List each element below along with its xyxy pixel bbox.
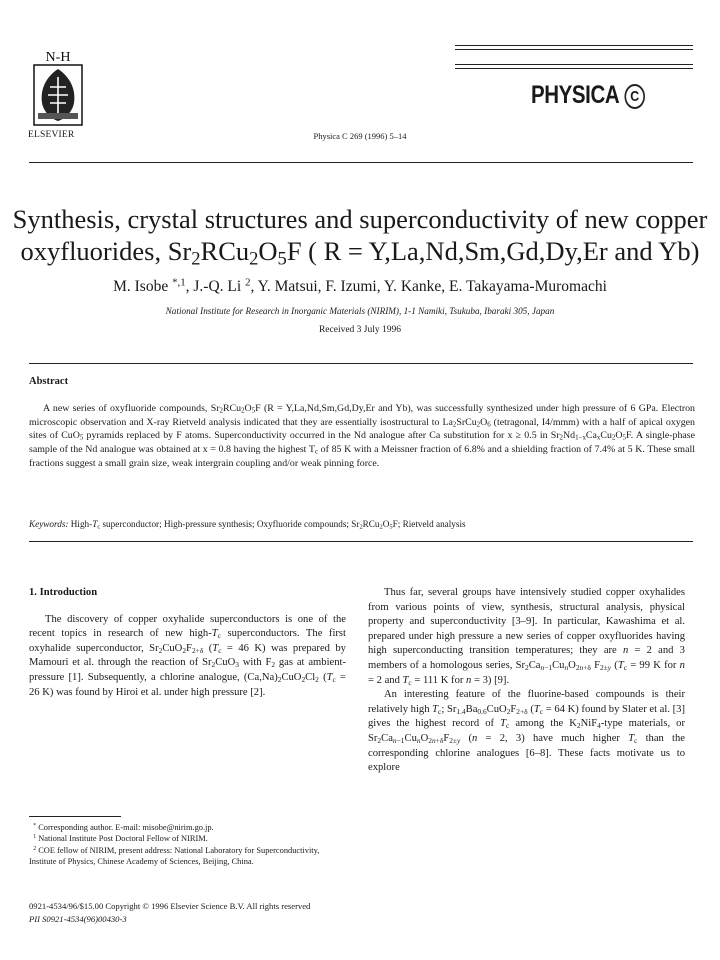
keywords-label: Keywords: — [29, 519, 69, 529]
title-line-1: Synthesis, crystal structures and superconductivity of new copper — [12, 204, 708, 234]
title-line-2: oxyfluorides, $Sr_2RCu_2O_5F$ ( R = Y,La,Nd,Sm,Gd,Dy,Er and Yb) — [20, 236, 700, 270]
abstract-text: A new series of oxyfluoride compounds, $Sr_2RCu_2O_5F$ (R = Y,La,Nd,Sm,Gd,Dy,Er and Yb), was successfully synthesized under high pressure of 6 GPa. Electron microscopic observation and X-ray Rietveld analysis indicated that they are essentially isostructural to $La_2SrCu_2O_6$ (tetragonal, I4/mmm) with a half of apical oxygen sites of CuO$_5$ pyramids replaced by F atoms. Superconductivity occurred in the Nd analogue after Ca substitution for x ≥ 0.5 in $Sr_2Nd_{1-x}Ca_xCu_2O_5F$. A single-phase sample of the Nd analogue was obtained at x = 0.8 having the highest $T_c$ of 85 K with a Meissner fraction of 6.8% and a shielding fraction of 7.4% at 5 K. These small fractions suggest a small grain size, weak intergrain coupling and/or weak pinning force. — [29, 403, 695, 469]
body-paragraph: The discovery of copper oxyhalide superconductors is one of the recent topics in research of new high-$T_c$ superconductors. The first oxyhalide superconductor, $Sr_2CuO_2F_{2+\delta}$ ($T_c = 46$ K) was prepared by Mamouri et al. through the reaction of $Sr_2CuO_3$ with $F_2$ gas at ambient-pressure [1]. Subsequently, a chlorine analogue, $(Ca,Na)_2CuO_2Cl_2$ ($T_c = 26$ K) was found by Hiroi et al. under high pressure [2]. — [29, 613, 347, 698]
received-date: Received 3 July 1996 — [318, 325, 402, 335]
journal-section-letter: C — [624, 84, 645, 109]
footnotes — [29, 822, 346, 868]
header-rule — [455, 68, 693, 69]
abstract-top-rule — [29, 363, 693, 364]
body-column-right — [368, 586, 685, 776]
article-title — [0, 203, 720, 270]
header-rule — [455, 49, 693, 50]
copyright-block — [29, 900, 310, 926]
pii-line: PII S0921-4534(96)00430-3 — [29, 914, 127, 924]
author-list: M. Isobe $^{*,1}$, J.-Q. Li $^2$, Y. Matsui, F. Izumi, Y. Kanke, E. Takayama-Muromachi — [113, 276, 607, 295]
section-heading: 1. Introduction — [29, 587, 98, 598]
elsevier-logo — [26, 47, 90, 131]
body-paragraph: Thus far, several groups have intensively studied copper oxyhalides from various points of view, synthesis, structural analysis, physical property and superconductivity [3–9]. In particular, Kawashima et al. prepared under high pressure a new series of copper oxyfluorides having high superconducting transition temperatures; they are n = 2 and 3 members of a homologous series, $Sr_2Ca_{n-1}Cu_nO_{2n+\delta}$ $F_{2\pm y}$ ($T_c = 99$ K for n = 2 and $T_c = 111$ K for n = 3) [9]. — [368, 587, 685, 687]
publisher-name: ELSEVIER — [28, 130, 75, 140]
keywords: Keywords: High-$T_c$ superconductor; High-pressure synthesis; Oxyfluoride compounds; $Sr_2RCu_2O_5F$; Rietveld analysis — [29, 519, 466, 531]
header-rule — [455, 64, 693, 65]
abstract-bottom-rule — [29, 541, 693, 542]
journal-citation: Physica C 269 (1996) 5–14 — [313, 131, 407, 141]
copyright-line: 0921-4534/96/$15.00 Copyright © 1996 Elsevier Science B.V. All rights reserved — [29, 901, 311, 911]
journal-logo — [531, 81, 645, 110]
footnote: * Corresponding author. E-mail: misobe@nirim.go.jp. — [33, 823, 214, 832]
body-paragraph: An interesting feature of the fluorine-based compounds is their relatively high $T_c$; $Sr_{1.4}Ba_{0.6}CuO_2F_{2+\delta}$ ($T_c = 64$ K) found by Slater et al. [3] gives the highest record of $T_c$ among the $K_2NiF_4$-type materials, or $Sr_2Ca_{n-1}Cu_nO_{2n+\delta}F_{2\pm y}$ (n = 2, 3) have much higher $T_c$ than the corresponding chlorine analogues [6–8]. These facts motivate us to explore — [368, 689, 685, 774]
journal-name: PHYSICA — [531, 81, 620, 109]
footnote: $^1$ National Institute Post Doctoral Fellow of NIRIM. — [33, 834, 208, 844]
body-column-left — [29, 586, 346, 700]
logo-mark-text: N-H — [45, 50, 71, 65]
abstract-heading: Abstract — [29, 376, 69, 387]
affiliation: National Institute for Research in Inorganic Materials (NIRIM), 1-1 Namiki, Tsukuba, Ibaraki 305, Japan — [165, 306, 555, 316]
header-rule — [455, 45, 693, 46]
footnote-rule — [29, 816, 121, 817]
header-divider — [29, 162, 693, 163]
footnote: $^2$ COE fellow of NIRIM, present address: National Laboratory for Superconductivity, Institute of Physics, Chinese Academy of Sciences, Beijing, China. — [29, 845, 320, 867]
